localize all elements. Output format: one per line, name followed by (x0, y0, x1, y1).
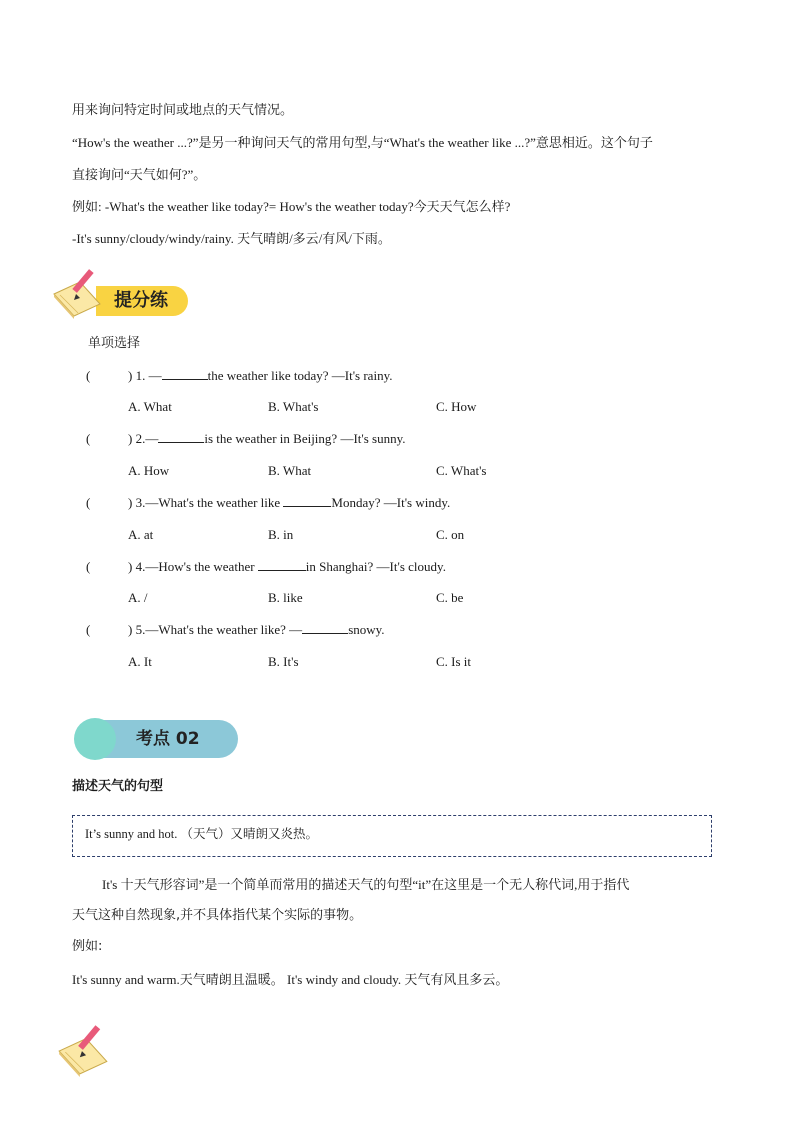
option-a: A. It (128, 654, 152, 669)
option-b: B. What (268, 463, 312, 478)
option-b: B. like (268, 590, 303, 605)
option-c: C. be (436, 590, 464, 605)
question-close: ) (128, 622, 133, 637)
option-c: C. What's (436, 463, 487, 478)
intro-line-5: -It's sunny/cloudy/windy/rainy. 天气晴朗/多云/有风/下雨。 (72, 231, 391, 246)
description-line-2: 天气这种自然现象,并不具体指代某个实际的事物。 (72, 908, 363, 923)
example-line: It's sunny and warm.天气晴朗且温暖。 It's windy and cloudy. 天气有风且多云。 (72, 972, 509, 987)
option-a: A. at (128, 527, 154, 542)
question-number: 2. (135, 431, 146, 446)
option-a: A. What (128, 399, 172, 414)
question-before: —What's the weather like? — (145, 622, 303, 637)
option-a: A. How (128, 463, 170, 478)
question-before: —What's the weather like (145, 495, 284, 510)
question-close: ) (128, 559, 133, 574)
answer-blank[interactable] (162, 367, 208, 380)
answer-paren-open: ( (86, 495, 91, 510)
answer-paren-open: ( (86, 622, 91, 637)
intro-line-1: 用来询问特定时间或地点的天气情况。 (72, 103, 294, 118)
practice-badge-label: 提分练 (96, 286, 188, 316)
intro-line-3: 直接询问“天气如何?”。 (72, 167, 207, 182)
option-a: A. / (128, 590, 148, 605)
option-c: C. on (436, 527, 465, 542)
answer-paren-open: ( (86, 431, 91, 446)
practice-badge (58, 284, 190, 318)
exercise-type: 单项选择 (88, 336, 141, 351)
option-b: B. in (268, 527, 294, 542)
description-line-1: It's 十天气形容词”是一个简单而常用的描述天气的句型“it”在这里是一个无人称代词,用于指代 (102, 877, 630, 892)
question-number: 3. (135, 495, 146, 510)
answer-paren-open: ( (86, 559, 91, 574)
question-number: 4. (135, 559, 146, 574)
notepad-pencil-icon (50, 264, 106, 320)
question-close: ) (128, 368, 133, 383)
answer-blank[interactable] (158, 430, 204, 443)
section-title: 描述天气的句型 (72, 779, 164, 794)
example-label: 例如: (72, 939, 103, 954)
intro-line-4: 例如: -What's the weather like today?= How's the weather today?今天天气怎么样? (72, 199, 511, 214)
question-after: Monday? —It's windy. (331, 495, 451, 510)
answer-blank[interactable] (302, 621, 348, 634)
question-number: 1. (135, 368, 146, 383)
question-close: ) (128, 495, 133, 510)
answer-blank[interactable] (283, 494, 331, 507)
question-2 (128, 430, 406, 448)
question-3 (128, 494, 450, 512)
question-after: snowy. (348, 622, 385, 637)
question-1 (128, 367, 392, 385)
option-b: B. What's (268, 399, 319, 414)
question-before: — (148, 368, 162, 383)
option-b: B. It's (268, 654, 299, 669)
kaodian-label: 考点 02 (136, 729, 200, 749)
kaodian-badge (74, 718, 238, 760)
question-number: 5. (135, 622, 146, 637)
answer-blank[interactable] (258, 558, 306, 571)
question-before: —How's the weather (145, 559, 258, 574)
answer-paren-open: ( (86, 368, 91, 383)
question-5 (128, 621, 385, 639)
notepad-pencil-icon (54, 1020, 114, 1078)
question-4 (128, 558, 446, 576)
example-box (72, 815, 712, 857)
intro-line-2: “How's the weather ...?”是另一种询问天气的常用句型,与“What's the weather like ...?”意思相近。这个句子 (72, 135, 653, 150)
question-after: the weather like today? —It's rainy. (207, 368, 393, 383)
option-c: C. How (436, 399, 477, 414)
example-box-text: It’s sunny and hot. （天气）又晴朗又炎热。 (85, 827, 318, 841)
question-after: in Shanghai? —It's cloudy. (305, 559, 446, 574)
question-close: ) (128, 431, 133, 446)
question-after: is the weather in Beijing? —It's sunny. (204, 431, 406, 446)
question-before: — (145, 431, 159, 446)
kaodian-circle (74, 718, 116, 760)
option-c: C. Is it (436, 654, 472, 669)
